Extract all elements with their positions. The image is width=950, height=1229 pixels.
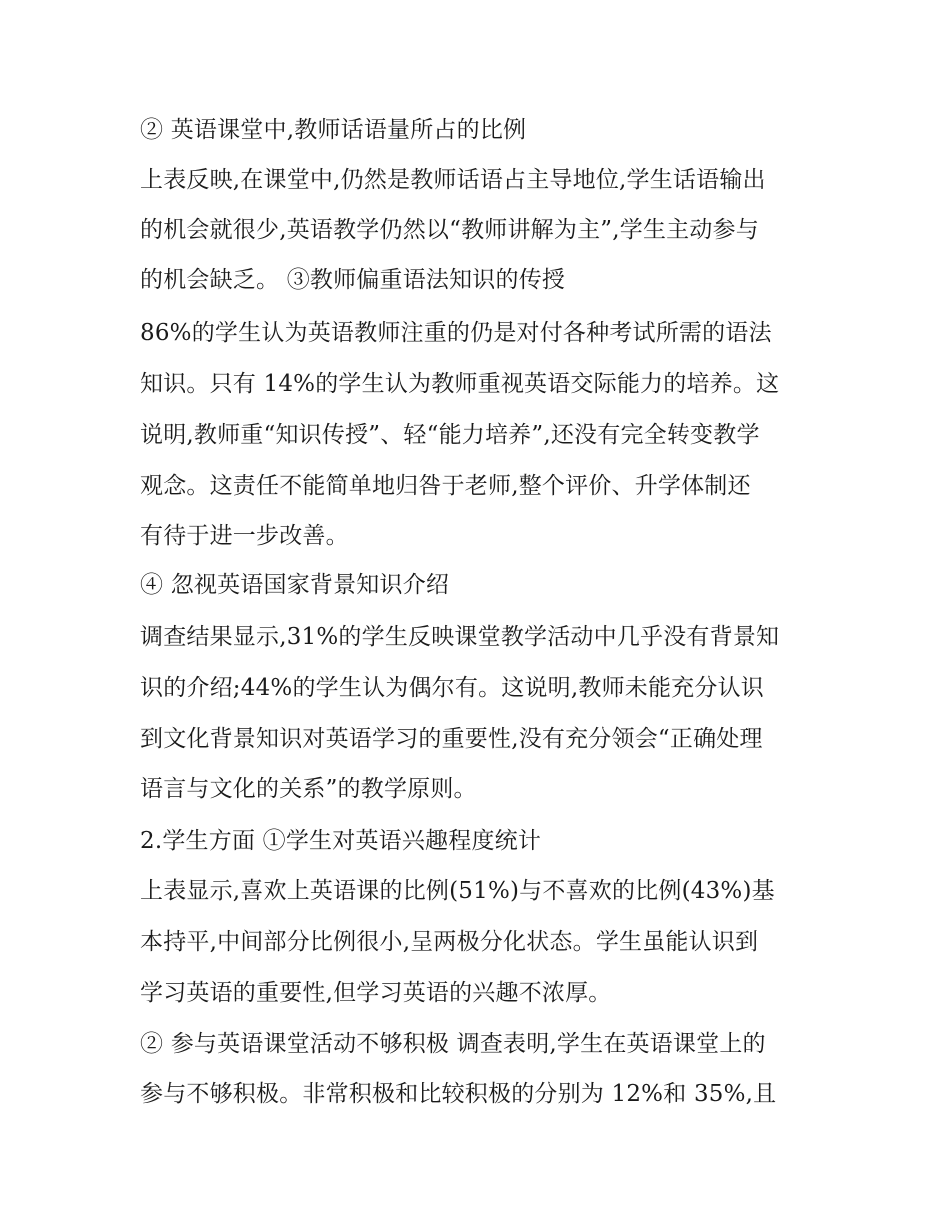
paragraph-line: 知识。只有 14%的学生认为教师重视英语交际能力的培养。这 <box>140 371 780 397</box>
paragraph-line: 学习英语的重要性,但学习英语的兴趣不浓厚。 <box>140 980 612 1006</box>
paragraph-line: 86%的学生认为英语教师注重的仍是对付各种考试所需的语法 <box>140 320 772 346</box>
paragraph-line: 有待于进一步改善。 <box>140 523 349 549</box>
heading-background-knowledge: ④ 忽视英语国家背景知识介绍 <box>140 572 450 598</box>
heading-teacher-talk-ratio: ② 英语课堂中,教师话语量所占的比例 <box>140 117 527 143</box>
paragraph-line: 调查结果显示,31%的学生反映课堂教学活动中几乎没有背景知 <box>140 624 780 650</box>
paragraph-line: 上表显示,喜欢上英语课的比例(51%)与不喜欢的比例(43%)基 <box>140 878 775 904</box>
paragraph-line: 观念。这责任不能简单地归咎于老师,整个评价、升学体制还 <box>140 473 751 499</box>
paragraph-line: 的机会缺乏。 ③教师偏重语法知识的传授 <box>140 267 566 293</box>
paragraph-line: 识的介绍;44%的学生认为偶尔有。这说明,教师未能充分认识 <box>140 675 764 701</box>
paragraph-line: 本持平,中间部分比例很小,呈两极分化状态。学生虽能认识到 <box>140 929 759 955</box>
paragraph-line: 参与不够积极。非常积极和比较积极的分别为 12%和 35%,且 <box>140 1081 777 1107</box>
paragraph-line: 的机会就很少,英语教学仍然以“教师讲解为主”,学生主动参与 <box>140 217 759 243</box>
paragraph-line: 上表反映,在课堂中,仍然是教师话语占主导地位,学生话语输出 <box>140 167 766 193</box>
paragraph-line: ② 参与英语课堂活动不够积极 调查表明,学生在英语课堂上的 <box>140 1031 766 1057</box>
paragraph-line: 到文化背景知识对英语学习的重要性,没有充分领会“正确处理 <box>140 726 763 752</box>
paragraph-line: 语言与文化的关系”的教学原则。 <box>140 776 477 802</box>
paragraph-line: 说明,教师重“知识传授”、轻“能力培养”,还没有完全转变教学 <box>140 422 760 448</box>
heading-student-aspect: 2.学生方面 ①学生对英语兴趣程度统计 <box>140 828 542 854</box>
